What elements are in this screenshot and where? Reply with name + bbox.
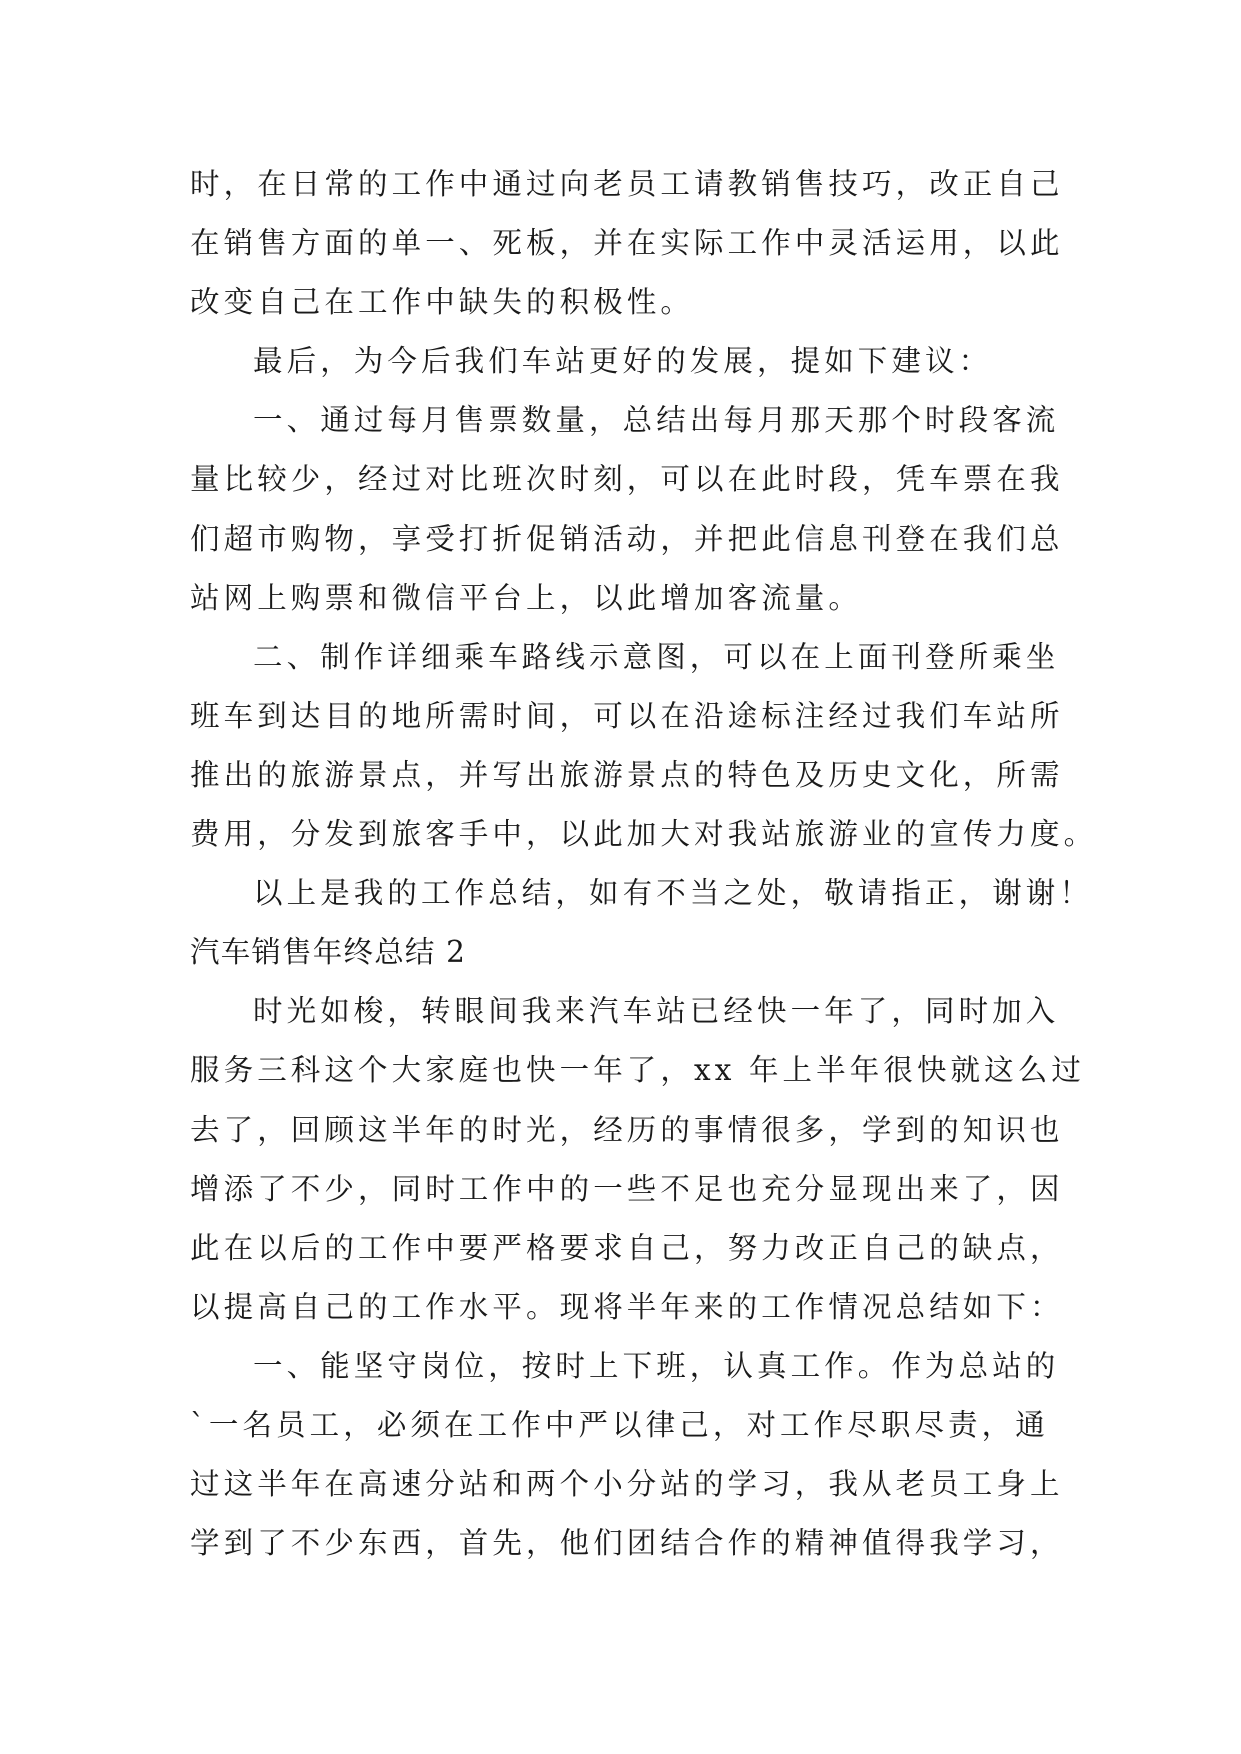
section-title: 汽车销售年终总结 2 bbox=[190, 935, 467, 970]
text-line: 过这半年在高速分站和两个小分站的学习，我从老员工身上 bbox=[190, 1467, 1064, 1502]
text-line: 去了，回顾这半年的时光，经历的事情很多，学到的知识也 bbox=[190, 1112, 1064, 1147]
paragraph-first-line: 时光如梭，转眼间我来汽车站已经快一年了，同时加入 bbox=[253, 994, 1060, 1029]
paragraph-first-line: 二、制作详细乘车路线示意图，可以在上面刊登所乘坐 bbox=[253, 639, 1060, 674]
paragraph-first-line: 以上是我的工作总结，如有不当之处，敬请指正，谢谢！ bbox=[253, 876, 1094, 911]
paragraph-first-line: 一、能坚守岗位，按时上下班，认真工作。作为总站的 bbox=[253, 1348, 1060, 1383]
text-line: 班车到达目的地所需时间，可以在沿途标注经过我们车站所 bbox=[190, 698, 1064, 733]
text-line: 站网上购票和微信平台上，以此增加客流量。 bbox=[190, 580, 863, 615]
text-line: 费用，分发到旅客手中，以此加大对我站旅游业的宣传力度。 bbox=[190, 817, 1098, 852]
text-line: 此在以后的工作中要严格要求自己，努力改正自己的缺点， bbox=[190, 1230, 1064, 1265]
text-line: 时，在日常的工作中通过向老员工请教销售技巧，改正自己 bbox=[190, 167, 1064, 201]
text-line: 们超市购物，享受打折促销活动，并把此信息刊登在我们总 bbox=[190, 521, 1064, 556]
text-line: 推出的旅游景点，并写出旅游景点的特色及历史文化，所需 bbox=[190, 757, 1064, 792]
paragraph-first-line: 一、通过每月售票数量，总结出每月那天那个时段客流 bbox=[253, 403, 1060, 438]
text-line: 以提高自己的工作水平。现将半年来的工作情况总结如下： bbox=[190, 1289, 1064, 1324]
text-line: 改变自己在工作中缺失的积极性。 bbox=[190, 285, 695, 320]
paragraph-first-line: 最后，为今后我们车站更好的发展，提如下建议： bbox=[253, 344, 993, 379]
text-line: `一名员工，必须在工作中严以律己，对工作尽职尽责，通 bbox=[190, 1407, 1049, 1442]
text-line: 服务三科这个大家庭也快一年了，xx 年上半年很快就这么过 bbox=[190, 1053, 1085, 1088]
text-line: 在销售方面的单一、死板，并在实际工作中灵活运用，以此 bbox=[190, 226, 1064, 261]
text-line: 量比较少，经过对比班次时刻，可以在此时段，凭车票在我 bbox=[190, 462, 1064, 497]
text-line: 增添了不少，同时工作中的一些不足也充分显现出来了，因 bbox=[190, 1171, 1064, 1206]
text-line: 学到了不少东西，首先，他们团结合作的精神值得我学习， bbox=[190, 1526, 1064, 1561]
document-body bbox=[190, 155, 1098, 1573]
